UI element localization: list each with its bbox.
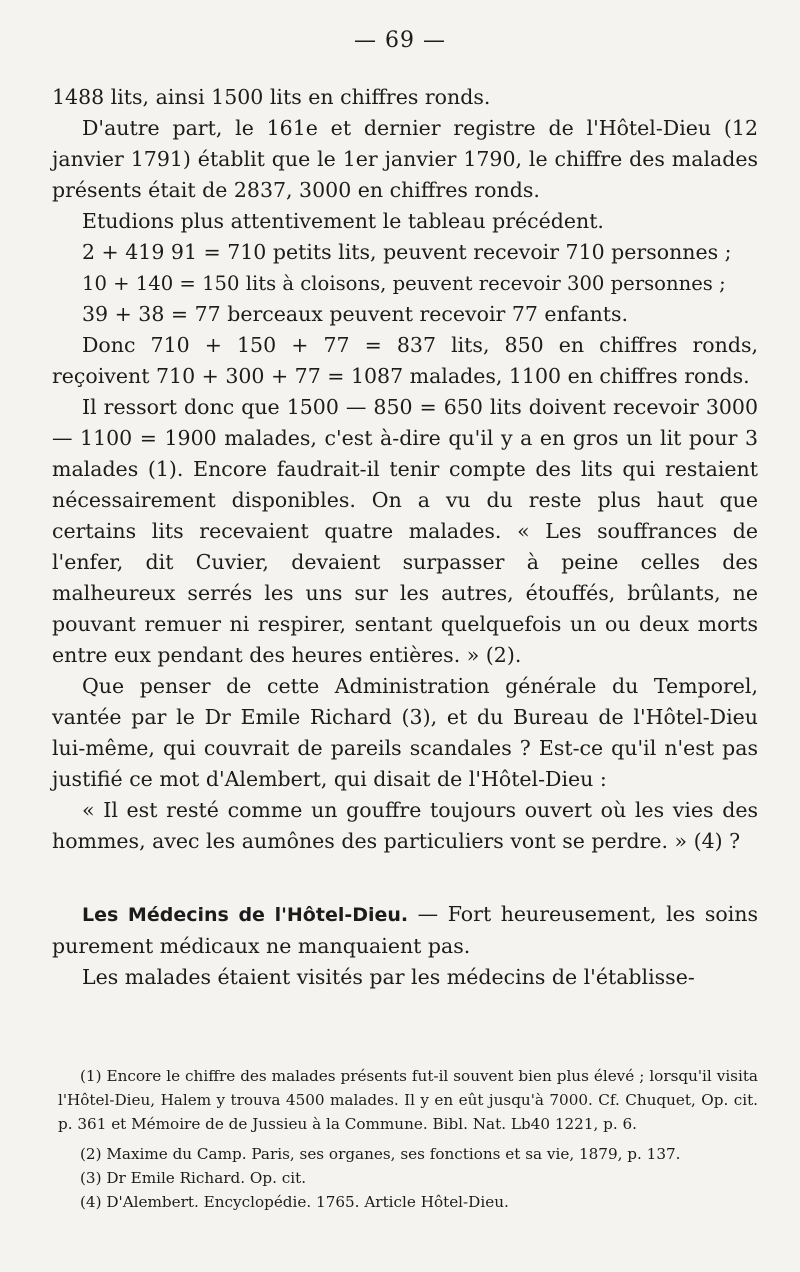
paragraph-8: Les malades étaient visités par les médecins de l'établisse- (82, 965, 695, 989)
paragraph-1: 1488 lits, ainsi 1500 lits en chiffres ronds. (52, 85, 491, 109)
footnote-1: (1) Encore le chiffre des malades présents fut-il souvent bien plus élevé ; lorsqu'il visita l'Hôtel-Dieu, Halem y trouva 4500 malades. Il y en eût jusqu'à 7000. Cf. Chuquet, Op. cit. p. 361 et Mémoire de de Jussieu à la Commune. Bibl. Nat. Lb40 1221, p. 6. (58, 1067, 758, 1133)
calculation-line-1: 2 + 419 91 = 710 petits lits, peuvent recevoir 710 personnes ; (82, 240, 732, 264)
section-text: — Fort heureusement, les soins purement médicaux ne manquaient pas. (52, 902, 758, 958)
body-text (52, 82, 758, 993)
calculation-line-2: 10 + 140 = 150 lits à cloisons, peuvent recevoir 300 personnes ; (82, 272, 726, 295)
section-paragraph (52, 899, 758, 962)
paragraph-4: Donc 710 + 150 + 77 = 837 lits, 850 en chiffres ronds, reçoivent 710 + 300 + 77 = 1087 malades, 1100 en chiffres ronds. (52, 333, 758, 388)
footnote-4: (4) D'Alembert. Encyclopédie. 1765. Article Hôtel-Dieu. (80, 1193, 509, 1211)
paragraph-3: Etudions plus attentivement le tableau précédent. (82, 209, 604, 233)
paragraph-2: D'autre part, le 161e et dernier registre de l'Hôtel-Dieu (12 janvier 1791) établit que le 1er janvier 1790, le chiffre des malades présents était de 2837, 3000 en chiffres ronds. (52, 116, 758, 202)
footnote-3: (3) Dr Emile Richard. Op. cit. (80, 1169, 307, 1187)
section-gap (52, 857, 758, 899)
paragraph-5: Il ressort donc que 1500 — 850 = 650 lits doivent recevoir 3000 — 1100 = 1900 malades, c'est à-dire qu'il y a en gros un lit pour 3 malades (1). Encore faudrait-il tenir compte des lits qui restaient nécessairement disponibles. On a vu du reste plus haut que certains lits recevaient quatre malades. « Les souffrances de l'enfer, dit Cuvier, devaient surpasser à peine celles des malheureux serrés les uns sur les autres, étouffés, brûlants, ne pouvant remuer ni respirer, sentant quelquefois un ou deux morts entre eux pendant des heures entières. » (2). (52, 395, 758, 667)
paragraph-6: Que penser de cette Administration générale du Temporel, vantée par le Dr Emile Richard (3), et du Bureau de l'Hôtel-Dieu lui-même, qui couvrait de pareils scandales ? Est-ce qu'il n'est pas justifié ce mot d'Alembert, qui disait de l'Hôtel-Dieu : (52, 674, 758, 791)
footnotes (58, 1064, 758, 1214)
page-number: — 69 — (354, 28, 446, 53)
section-title: Les Médecins de l'Hôtel-Dieu. (82, 904, 409, 926)
footnote-2: (2) Maxime du Camp. Paris, ses organes, ses fonctions et sa vie, 1879, p. 137. (80, 1145, 681, 1163)
paragraph-7-quote: « Il est resté comme un gouffre toujours ouvert où les vies des hommes, avec les aumônes des particuliers vont se perdre. » (4) ? (52, 798, 758, 853)
calculation-line-3: 39 + 38 = 77 berceaux peuvent recevoir 77 enfants. (82, 302, 629, 326)
